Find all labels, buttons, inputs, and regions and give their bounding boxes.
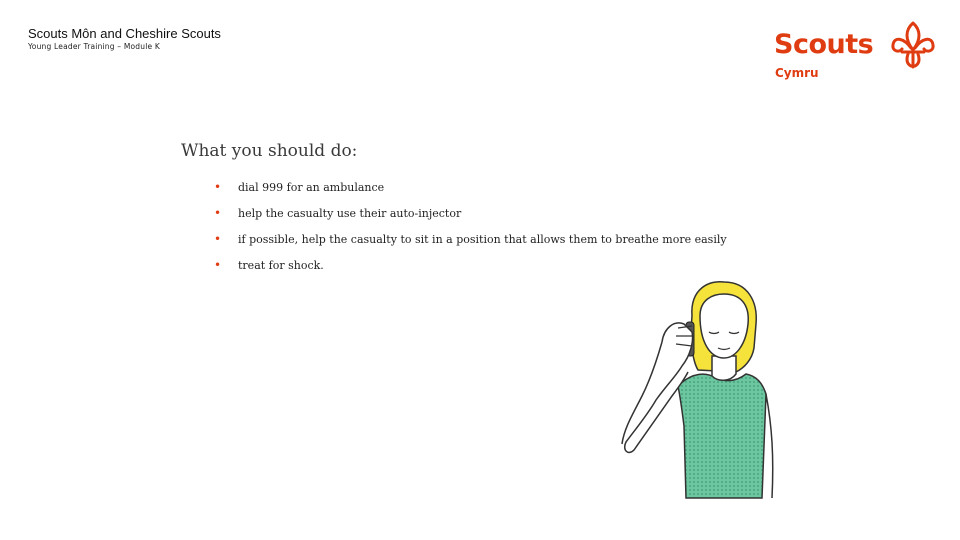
module-subtitle: Young Leader Training – Module K — [28, 42, 161, 51]
list-item-text: help the casualty use their auto-injector — [238, 206, 462, 220]
scouts-cymru-logo — [772, 20, 938, 84]
list-item — [214, 200, 727, 226]
logo-subtext: Cymru — [775, 66, 819, 80]
list-item — [214, 174, 727, 200]
instruction-list — [214, 174, 727, 278]
list-item-text: if possible, help the casualty to sit in a position that allows them to breathe more easily — [238, 232, 727, 246]
list-item-text: treat for shock. — [238, 258, 324, 272]
list-item — [214, 252, 727, 278]
list-item-text: dial 999 for an ambulance — [238, 180, 385, 194]
bullet-icon: • — [214, 206, 222, 220]
bullet-icon: • — [214, 180, 222, 194]
bullet-icon: • — [214, 232, 222, 246]
person-on-phone-illustration — [612, 276, 802, 502]
section-heading: What you should do: — [181, 141, 358, 161]
org-title: Scouts Môn and Cheshire Scouts — [28, 26, 221, 41]
bullet-icon: • — [214, 258, 222, 272]
list-item — [214, 226, 727, 252]
fleur-de-lis-icon — [890, 20, 936, 70]
logo-wordmark: Scouts — [774, 29, 874, 60]
